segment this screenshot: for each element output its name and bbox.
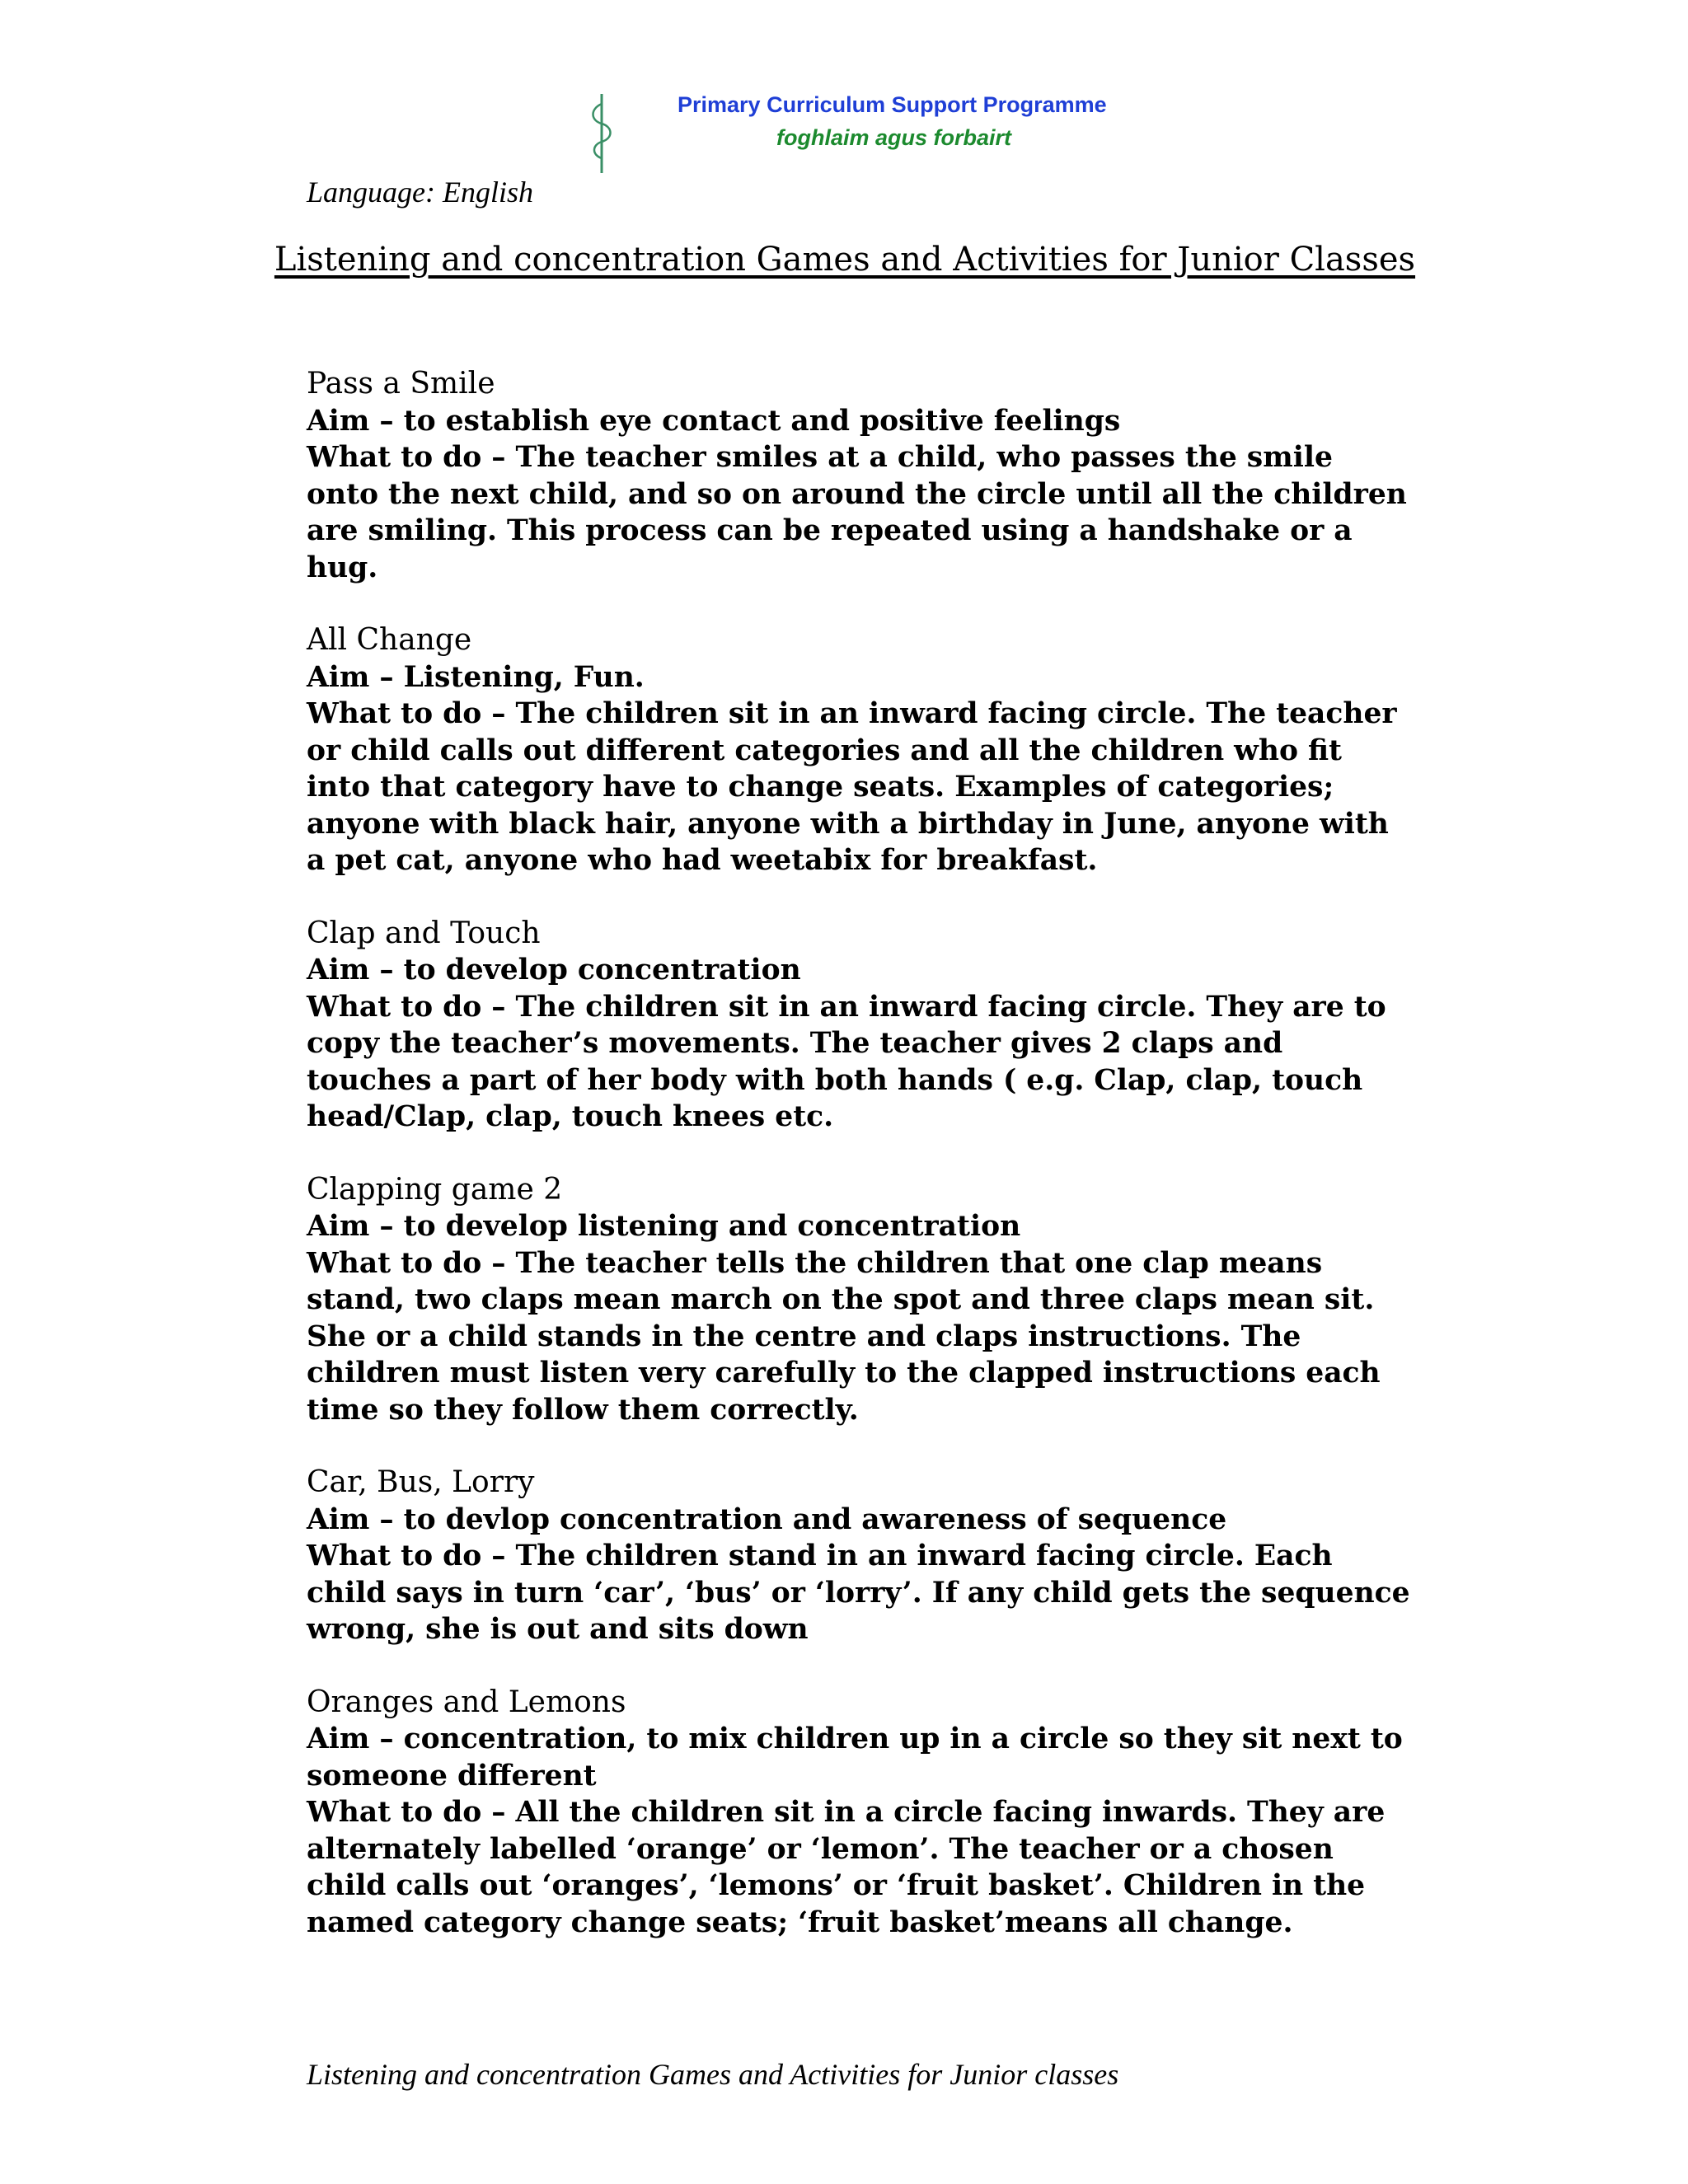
activity-instructions: What to do – The children stand in an inward facing circle. Each child says in turn ‘car’, ‘bus’ or ‘lorry’. If any child gets the sequence wrong, she is out and sits down [307,1540,1410,1646]
activity-aim: Aim – to establish eye contact and positive feelings [307,404,1121,438]
activity-section [307,622,1411,879]
staff-emblem-icon [587,92,617,175]
activity-instructions: What to do – The children sit in an inward facing circle. They are to copy the teacher’s movements. The teacher gives 2 claps and touches a part of her body with both hands ( e.g. Clap, clap, touch head/Clap, clap, touch knees etc. [307,990,1386,1133]
activity-section [307,366,1411,586]
activity-section [307,916,1411,1136]
activity-aim: Aim – to develop concentration [307,954,801,987]
language-label: Language: English [307,176,533,209]
document-title: Listening and concentration Games and Activities for Junior Classes [274,241,1416,279]
activity-heading: All Change [307,623,472,657]
activity-heading: Oranges and Lemons [307,1685,626,1719]
activities-list [307,366,1411,1977]
activity-instructions: What to do – The teacher tells the children that one clap means stand, two claps mean march on the spot and three claps mean sit. She or a child stands in the centre and claps instructions. The children must listen very carefully to the clapped instructions each time so they follow them correctly. [307,1246,1381,1427]
activity-section [307,1172,1411,1429]
page-footer: Listening and concentration Games and Activities for Junior classes [307,2058,1119,2091]
programme-logo [587,86,1114,176]
activity-aim: Aim – concentration, to mix children up in a circle so they sit next to someone different [307,1722,1403,1793]
activity-heading: Car, Bus, Lorry [307,1465,535,1499]
activity-section [307,1685,1411,1942]
logo-title: Primary Curriculum Support Programme [678,92,1107,117]
activity-section [307,1465,1411,1648]
activity-aim: Aim – to develop listening and concentration [307,1210,1021,1243]
activity-heading: Pass a Smile [307,367,495,401]
activity-aim: Aim – Listening, Fun. [307,660,645,694]
activity-instructions: What to do – The teacher smiles at a child, who passes the smile onto the next child, and so on around the circle until all the children are smiling. This process can be repeated using a handshake or a hug. [307,441,1407,584]
activity-aim: Aim – to devlop concentration and awareness of sequence [307,1502,1227,1536]
activity-instructions: What to do – All the children sit in a circle facing inwards. They are alternately labelled ‘orange’ or ‘lemon’. The teacher or a chosen child calls out ‘oranges’, ‘lemons’ or ‘fruit basket’. Children in the named category change seats; ‘fruit basket’means all change. [307,1796,1386,1939]
logo-subtitle: foghlaim agus forbairt [776,125,1012,150]
activity-heading: Clap and Touch [307,916,541,950]
activity-heading: Clapping game 2 [307,1172,563,1207]
activity-instructions: What to do – The children sit in an inward facing circle. The teacher or child calls out different categories and all the children who fit into that category have to change seats. Examples of categories; anyone with black hair, anyone with a birthday in June, anyone with a pet cat, anyone who had weetabix for breakfast. [307,697,1397,877]
